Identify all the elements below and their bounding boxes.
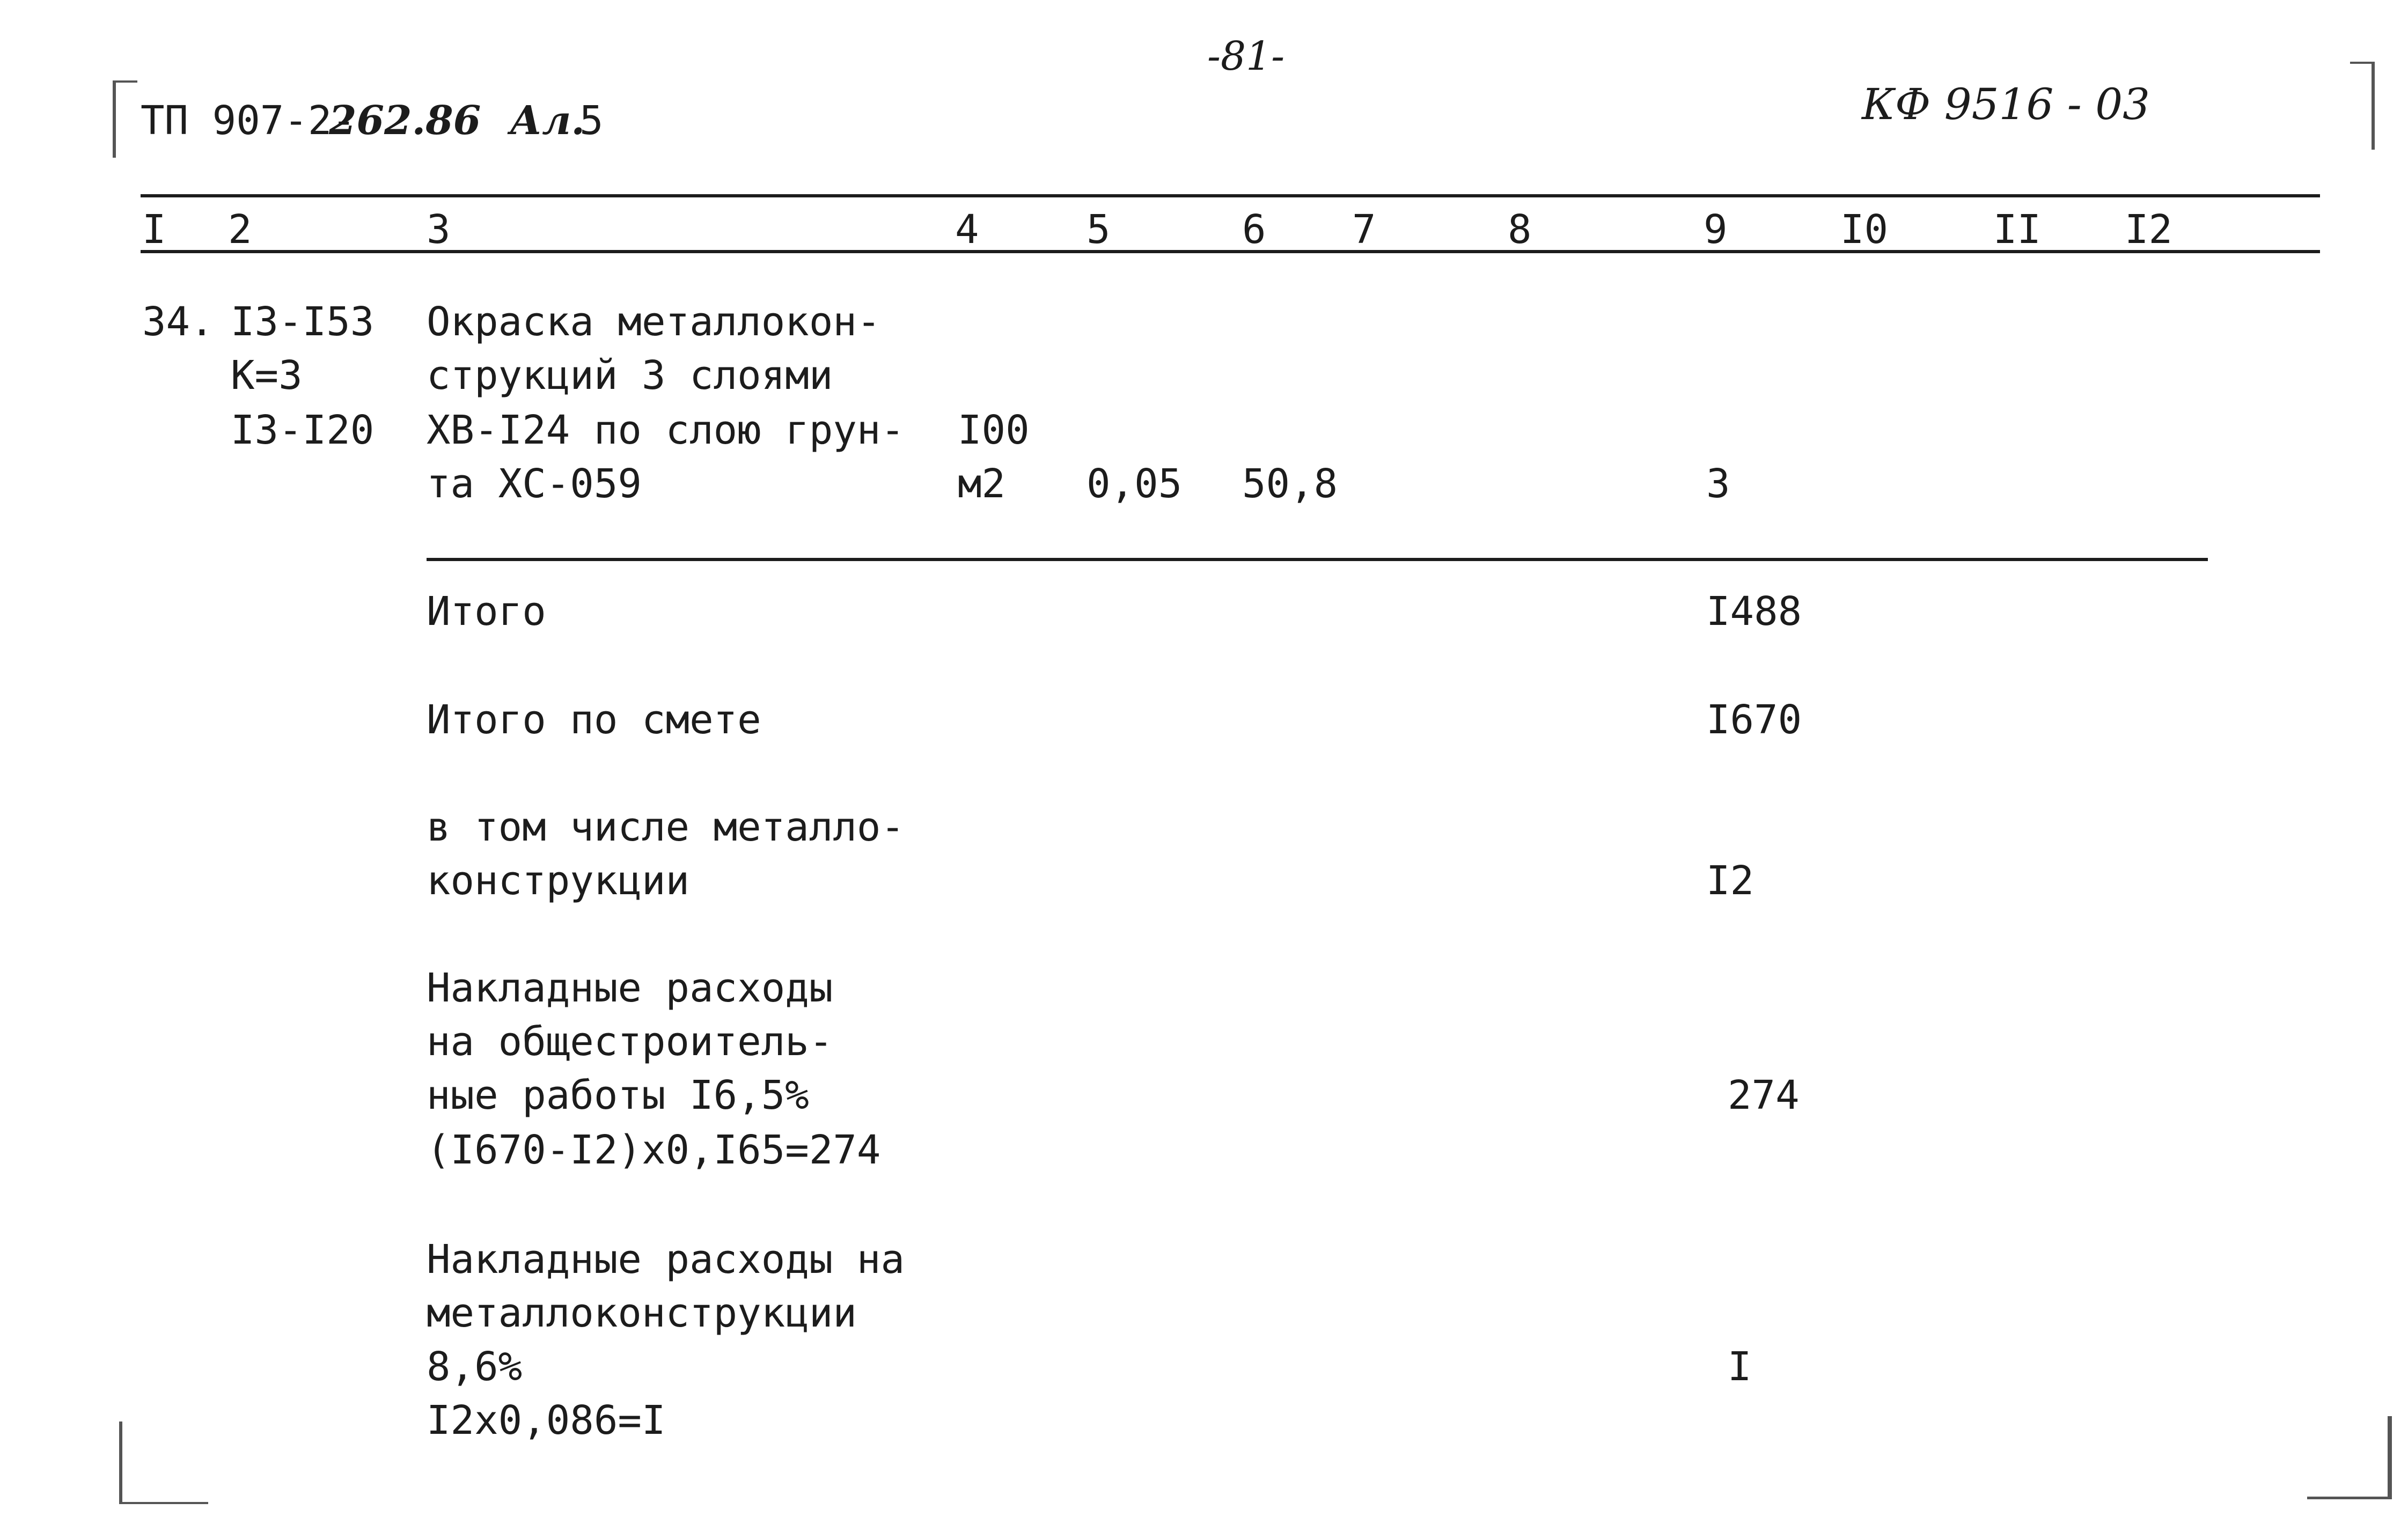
archive-code: КФ 9516 - 03 xyxy=(1862,79,2150,129)
total-value: I xyxy=(1728,1344,1752,1390)
item-description-line: Окраска металлокон- xyxy=(427,299,881,345)
column-number: 8 xyxy=(1508,207,1532,253)
column-number: 4 xyxy=(955,207,979,253)
column-number: 6 xyxy=(1242,207,1266,253)
doc-number-handwritten: 262.86 xyxy=(329,98,481,144)
total-label-line: Накладные расходы на xyxy=(427,1236,905,1283)
corner-mark-top-left xyxy=(113,80,137,158)
total-label-line: I2х0,086=I xyxy=(427,1397,666,1443)
sheet-label: Ал. xyxy=(510,98,585,144)
totals-separator xyxy=(427,558,2208,561)
total-label-line: Итого по смете xyxy=(427,697,761,743)
item-col5-value: 0,05 xyxy=(1086,461,1183,507)
column-number: I0 xyxy=(1840,207,1889,253)
total-label-line: 8,6% xyxy=(427,1344,523,1390)
total-label-line: в том числе металло- xyxy=(427,804,905,850)
item-code-line: I3-I53 xyxy=(231,299,375,345)
item-description-line: струкций 3 слоями xyxy=(427,352,833,399)
column-number: 5 xyxy=(1086,207,1111,253)
item-description-line: та ХС-059 xyxy=(427,461,642,507)
total-label-line: Накладные расходы xyxy=(427,965,833,1011)
item-unit-line: I00 xyxy=(958,407,1030,453)
doc-number-prefix: ТП 907-2- xyxy=(141,98,356,144)
item-col9-value: 3 xyxy=(1706,461,1730,507)
total-value: I2 xyxy=(1706,858,1754,904)
sheet-number: 5 xyxy=(579,98,604,144)
column-number: I xyxy=(142,207,166,253)
total-label-line: Итого xyxy=(427,588,546,635)
total-value: 274 xyxy=(1728,1072,1800,1118)
column-number: II xyxy=(1993,207,2042,253)
item-unit-line: м2 xyxy=(958,461,1006,507)
column-number: 9 xyxy=(1704,207,1728,253)
total-label-line: (I670-I2)х0,I65=274 xyxy=(427,1127,881,1173)
total-value: I670 xyxy=(1706,697,1802,743)
corner-mark-bottom-right xyxy=(2307,1416,2392,1499)
column-number: 3 xyxy=(427,207,451,253)
total-label-line: конструкции xyxy=(427,858,690,904)
corner-mark-top-right xyxy=(2350,62,2375,150)
column-number: 7 xyxy=(1352,207,1376,253)
item-code-line: I3-I20 xyxy=(231,407,375,453)
column-number: I2 xyxy=(2125,207,2173,253)
total-label-line: на общестроитель- xyxy=(427,1019,833,1065)
total-label-line: ные работы I6,5% xyxy=(427,1072,809,1118)
corner-mark-bottom-left xyxy=(119,1421,208,1504)
header-rule-top xyxy=(141,194,2320,197)
total-value: I488 xyxy=(1706,588,1802,635)
item-description-line: ХВ-I24 по слою грун- xyxy=(427,407,905,453)
item-number: 34. xyxy=(142,299,214,345)
column-number: 2 xyxy=(228,207,252,253)
page-marker: -81- xyxy=(1207,33,1285,79)
total-label-line: металлоконструкции xyxy=(427,1290,857,1336)
item-col6-value: 50,8 xyxy=(1242,461,1338,507)
item-code-line: К=3 xyxy=(231,352,303,399)
